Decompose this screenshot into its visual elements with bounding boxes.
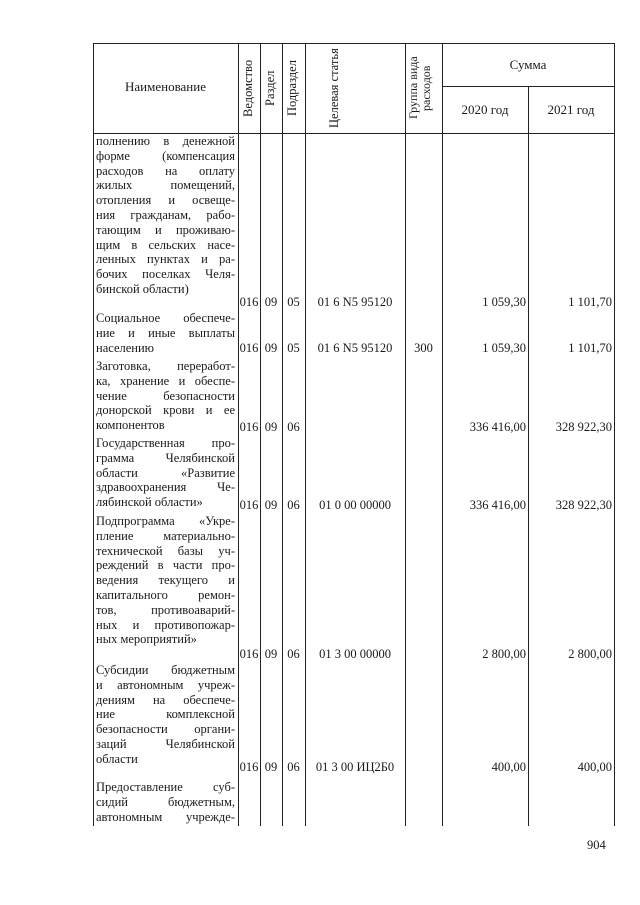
cell-dept: 016 (239, 295, 259, 309)
cell-2020: 1 059,30 (482, 341, 526, 355)
cell-2020: 400,00 (491, 760, 526, 774)
cell-section: 09 (264, 647, 278, 661)
cell-subsection: 06 (287, 760, 300, 774)
col-border (442, 43, 443, 826)
cell-dept: 016 (239, 498, 259, 512)
cell-2021: 1 101,70 (568, 341, 612, 355)
col-border (405, 43, 406, 826)
cell-subsection: 06 (287, 498, 300, 512)
header-year-2021: 2021 год (547, 102, 595, 117)
cell-section: 09 (264, 341, 278, 355)
cell-target: 01 6 N5 95120 (317, 341, 393, 355)
row-name: Субсидии бюджетным и автономным учреж- дениям на обеспече- ние комплексной безопасности органи- заций Челябинской области (96, 663, 235, 766)
cell-target: 01 3 00 ИЦ2Б0 (315, 760, 395, 774)
header-target: Целевая статья (327, 48, 341, 128)
cell-2020: 1 059,30 (482, 295, 526, 309)
header-section: Раздел (263, 70, 277, 106)
cell-subsection: 06 (287, 647, 300, 661)
header-expense-group: Группа вида расходов (406, 56, 433, 120)
cell-2020: 336 416,00 (469, 498, 526, 512)
table-top-border (93, 43, 614, 44)
col-border (260, 43, 261, 826)
cell-2020: 336 416,00 (469, 420, 526, 434)
cell-section: 09 (264, 420, 278, 434)
budget-table (93, 43, 614, 826)
page-number: 904 (587, 838, 606, 852)
header-dept: Ведомство (241, 59, 255, 117)
row-name: Социальное обеспече- ние и иные выплаты населению (96, 311, 235, 355)
cell-2021: 1 101,70 (568, 295, 612, 309)
cell-target: 01 6 N5 95120 (317, 295, 393, 309)
cell-dept: 016 (239, 341, 259, 355)
cell-2021: 2 800,00 (568, 647, 612, 661)
row-name: Государственная про- грамма Челябинской области «Развитие здравоохранения Че- лябинской области» (96, 436, 235, 510)
cell-2020: 2 800,00 (482, 647, 526, 661)
cell-dept: 016 (239, 647, 259, 661)
cell-dept: 016 (239, 760, 259, 774)
col-border (614, 43, 615, 826)
cell-section: 09 (264, 498, 278, 512)
col-border (528, 86, 529, 826)
cell-target: 01 0 00 00000 (319, 498, 391, 512)
header-name: Наименование (125, 79, 206, 94)
header-year-2020: 2020 год (461, 102, 509, 117)
cell-2021: 328 922,30 (555, 420, 612, 434)
cell-subsection: 05 (287, 341, 300, 355)
row-name: полнению в денежной форме (компенсация расходов на оплату жилых помещений, отопления и освеще- ния гражданам, рабо- тающим и проживаю- щим в сельских насе- ленных пунктах и ра- бочих поселках Челя- бинской области) (96, 134, 235, 296)
cell-target: 01 3 00 00000 (319, 647, 391, 661)
col-border (305, 43, 306, 826)
cell-dept: 016 (239, 420, 259, 434)
row-name: Подпрограмма «Укре- пление материально- технической базы уч- реждений в части про- ведения текущего и капитального ремон- тов, противоаварий- ных и противопожар- ных мероприятий» (96, 514, 235, 647)
row-name: Заготовка, переработ- ка, хранение и обеспе- чение безопасности донорской крови и ее компонентов (96, 359, 235, 433)
cell-subsection: 06 (287, 420, 300, 434)
row-name: Предоставление суб- сидий бюджетным, автономным учрежде- (96, 780, 235, 824)
col-border (238, 43, 239, 826)
col-border (93, 43, 94, 826)
header-subsection: Подраздел (285, 60, 299, 116)
cell-section: 09 (264, 295, 278, 309)
cell-subsection: 05 (287, 295, 300, 309)
header-sum: Сумма (509, 57, 547, 72)
col-border (282, 43, 283, 826)
cell-expense-group: 300 (414, 341, 433, 355)
cell-2021: 400,00 (577, 760, 612, 774)
cell-2021: 328 922,30 (555, 498, 612, 512)
cell-section: 09 (264, 760, 278, 774)
